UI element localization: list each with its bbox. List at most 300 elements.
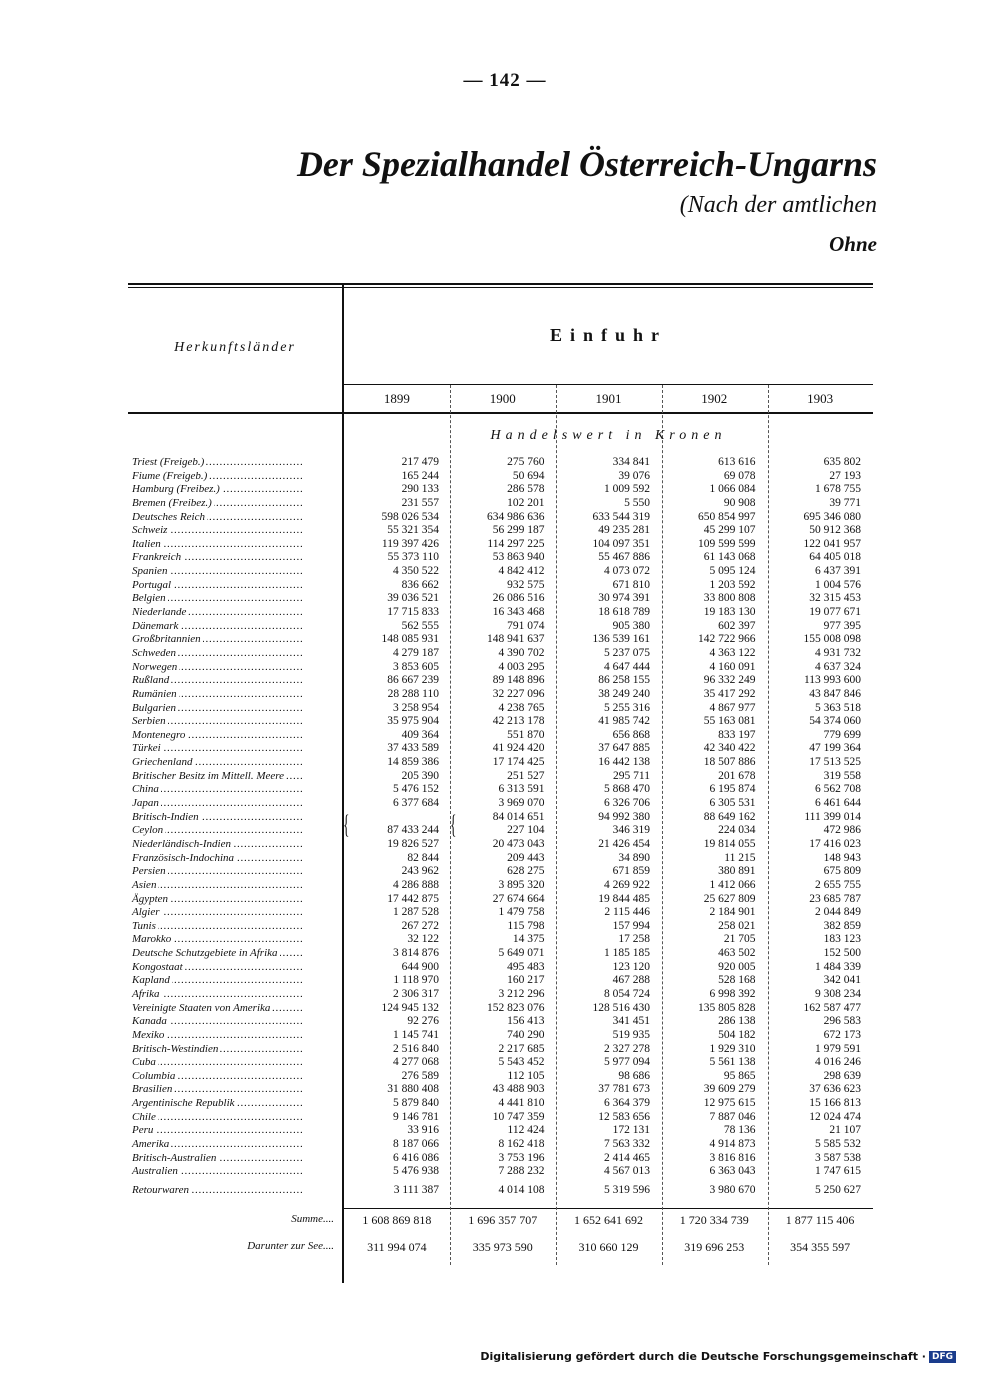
table-row	[128, 511, 873, 525]
table-row	[128, 702, 873, 716]
value-cell: 598 026 534	[381, 510, 439, 523]
table-row	[128, 633, 873, 647]
value-cell: 25 627 809	[703, 892, 756, 905]
value-cell: 1 118 970	[393, 974, 439, 987]
value-cell: 12 024 474	[809, 1110, 862, 1123]
value-cell: 33 916	[407, 1124, 439, 1137]
value-cell: 17 258	[618, 933, 650, 946]
country-cell	[128, 702, 337, 716]
country-name: Deutsche Schutzgebiete in Afrika	[132, 947, 278, 960]
value-cell: 19 814 055	[703, 837, 756, 850]
value-cell: 2 306 317	[392, 987, 439, 1000]
table-row	[128, 551, 873, 565]
value-cells	[345, 538, 873, 552]
value-cell: 43 488 903	[492, 1083, 545, 1096]
country-cell	[128, 988, 337, 1002]
value-cell: 463 502	[718, 947, 756, 960]
value-cell: 28 288 110	[387, 687, 439, 700]
table-row	[128, 1043, 873, 1057]
value-cell: 4 016 246	[815, 1056, 862, 1069]
year-header: 1902	[701, 391, 728, 406]
value-cell: 6 326 706	[603, 797, 650, 810]
country-cell	[128, 483, 337, 497]
value-cell: 31 880 408	[387, 1083, 439, 1096]
value-cell: 11 215	[724, 851, 756, 864]
country-cell	[128, 688, 337, 702]
year-header: 1899	[383, 391, 410, 406]
value-cell: 2 115 446	[604, 906, 650, 919]
value-cell: 251 527	[507, 769, 545, 782]
value-cell: 5 879 840	[392, 1097, 439, 1110]
value-cell: 43 847 846	[809, 687, 862, 700]
table-row	[128, 592, 873, 606]
year-header: 1903	[807, 391, 834, 406]
value-cell: 19 844 485	[598, 892, 650, 905]
value-cells	[345, 920, 873, 934]
country-cell	[128, 811, 337, 825]
value-cell: 380 891	[718, 865, 756, 878]
value-cell: 562 555	[401, 619, 439, 632]
country-name: Argentinische Republik	[132, 1097, 235, 1110]
country-cell	[128, 497, 337, 511]
value-cell: 9 308 234	[815, 987, 862, 1000]
country-name: Deutsches Reich	[132, 510, 205, 523]
brace-mark: {	[343, 810, 350, 839]
value-cells	[345, 838, 873, 852]
value-cell: 1 203 592	[709, 578, 756, 591]
value-cell: 1 145 741	[392, 1028, 439, 1041]
value-cell: 6 305 531	[709, 797, 756, 810]
value-cell: 5 255 316	[603, 701, 650, 714]
section-header: Einfuhr	[549, 325, 668, 345]
country-name: Portugal	[132, 578, 172, 591]
country-cell	[128, 551, 337, 565]
summe-value: 1 608 869 818	[362, 1213, 432, 1227]
value-cell: 791 074	[507, 619, 545, 632]
country-column-header: Herkunftsländer	[174, 340, 296, 355]
country-cell	[128, 579, 337, 593]
country-name: Retourwaren	[132, 1183, 190, 1196]
country-cell	[128, 947, 337, 961]
year-header: 1901	[595, 391, 622, 406]
country-cell	[128, 1070, 337, 1084]
table-row	[128, 947, 873, 961]
value-cell: 4 269 922	[603, 878, 650, 891]
country-cell	[128, 456, 337, 470]
value-cell: 15 166 813	[809, 1097, 862, 1110]
value-cell: 18 618 789	[598, 606, 650, 619]
value-cell: 224 034	[718, 824, 756, 837]
value-cells	[345, 879, 873, 893]
table-row	[128, 1184, 873, 1198]
value-cell: 1 484 339	[815, 960, 862, 973]
table-row	[128, 1124, 873, 1138]
value-cell: 39 076	[618, 469, 650, 482]
value-cell: 41 924 420	[492, 742, 545, 755]
value-cells	[345, 1070, 873, 1084]
value-cell: 14 859 386	[387, 756, 439, 769]
value-cells	[345, 1056, 873, 1070]
table-row	[128, 470, 873, 484]
country-name: Britisch-Australien	[132, 1151, 217, 1164]
country-name: Triest (Freigeb.)	[132, 456, 205, 468]
value-cell: 1 009 592	[603, 483, 650, 496]
country-cell	[128, 470, 337, 484]
value-cells	[345, 1152, 873, 1166]
value-cell: 341 451	[612, 1015, 650, 1028]
value-cell: 84 014 651	[492, 810, 545, 823]
value-cell: 3 587 538	[815, 1151, 862, 1164]
value-cell: 14 375	[512, 933, 545, 946]
value-cell: 37 636 623	[809, 1083, 862, 1096]
header-rule	[128, 412, 873, 414]
value-cell: 34 890	[618, 851, 650, 864]
table-row	[128, 906, 873, 920]
value-cell: 4 567 013	[603, 1165, 650, 1178]
value-cell: 2 044 849	[815, 906, 862, 919]
value-cell: 152 823 076	[486, 1001, 545, 1014]
value-cell: 56 299 187	[492, 524, 545, 537]
value-cell: 276 589	[401, 1069, 439, 1082]
value-cell: 17 442 875	[387, 892, 439, 905]
country-name: Japan	[132, 797, 159, 810]
value-cell	[345, 811, 451, 825]
value-cell: 2 516 840	[392, 1042, 439, 1055]
value-cell: 20 473 043	[492, 837, 545, 850]
value-cells	[345, 551, 873, 565]
table-row	[128, 1111, 873, 1125]
country-name: Marokko	[132, 933, 172, 946]
country-name: Afrika	[132, 987, 160, 1000]
value-cell: 695 346 080	[803, 510, 862, 523]
value-cell: 54 374 060	[809, 715, 862, 728]
value-cells	[345, 865, 873, 879]
country-name: Brasilien	[132, 1083, 173, 1096]
value-cell: 136 539 161	[592, 633, 650, 646]
page-title: Der Spezialhandel Österreich-Ungarns	[296, 144, 877, 184]
table-row	[128, 797, 873, 811]
table-row	[128, 1015, 873, 1029]
value-cell: 6 562 708	[815, 783, 862, 796]
page-subtitle: (Nach der amtlichen	[679, 192, 877, 218]
table-row	[128, 1002, 873, 1016]
country-name: Schweiz	[132, 524, 168, 537]
page-subtitle-2: Ohne	[829, 232, 877, 256]
value-cell: 17 174 425	[492, 756, 545, 769]
table-row	[128, 647, 873, 661]
value-cell: 1 479 758	[498, 906, 545, 919]
value-cell: 42 213 178	[492, 715, 545, 728]
value-cells	[345, 797, 873, 811]
value-cell: 109 599 599	[698, 537, 756, 550]
value-cell: 298 639	[823, 1069, 862, 1082]
value-cell: 8 054 724	[603, 987, 650, 1000]
value-cell: 4 914 873	[709, 1138, 756, 1151]
value-cells	[345, 592, 873, 606]
country-cell	[128, 783, 337, 797]
value-cells	[345, 1083, 873, 1097]
value-cell: 53 863 940	[492, 551, 545, 564]
value-cell: 21 107	[829, 1124, 862, 1137]
country-name: Persien	[132, 865, 166, 878]
value-cell: 95 865	[723, 1069, 756, 1082]
country-cell	[128, 661, 337, 675]
value-cell: 5 543 452	[498, 1056, 545, 1069]
value-cell: 55 163 081	[703, 715, 756, 728]
table-row	[128, 1083, 873, 1097]
value-cell: 319 558	[823, 769, 862, 782]
country-cell	[128, 824, 337, 838]
value-cells	[345, 511, 873, 525]
country-cell	[128, 1124, 337, 1138]
country-cell	[128, 606, 337, 620]
years-rule	[344, 384, 873, 385]
value-cell: 613 616	[718, 456, 756, 468]
value-cell: 201 678	[718, 769, 756, 782]
country-name: Niederländisch-Indien	[132, 837, 231, 850]
value-cell: 296 583	[823, 1015, 862, 1028]
value-cell: 346 319	[612, 824, 650, 837]
country-name: Tunis	[132, 919, 156, 932]
country-cell	[128, 838, 337, 852]
value-cell: 5 363 518	[815, 701, 862, 714]
country-cell	[128, 1029, 337, 1043]
value-cell: 115 798	[507, 919, 545, 932]
value-cells	[345, 456, 873, 470]
value-cells	[345, 470, 873, 484]
value-cells	[345, 756, 873, 770]
unit-header: Handelswert in Kronen	[490, 428, 727, 443]
table-row	[128, 824, 873, 838]
value-cell: 634 986 636	[486, 510, 545, 523]
country-name: Dänemark	[132, 619, 179, 632]
value-cells	[345, 1124, 873, 1138]
value-cell: 3 895 320	[498, 878, 545, 891]
value-cell: 156 413	[507, 1015, 545, 1028]
value-cells	[345, 770, 873, 784]
country-cell	[128, 933, 337, 947]
value-cell: 4 014 108	[498, 1183, 545, 1196]
value-cell: 39 036 521	[387, 592, 439, 605]
value-cell: 635 802	[823, 456, 862, 468]
value-cell: 16 442 138	[598, 756, 650, 769]
value-cell: 148 941 637	[486, 633, 545, 646]
table-row	[128, 524, 873, 538]
value-cell: 33 800 808	[703, 592, 756, 605]
value-cells	[345, 1138, 873, 1152]
value-cell: 6 364 379	[603, 1097, 650, 1110]
value-cell: 286 138	[718, 1015, 756, 1028]
value-cell: 3 853 605	[392, 660, 439, 673]
country-cell	[128, 1083, 337, 1097]
table-row	[128, 1029, 873, 1043]
table-row	[128, 1165, 873, 1179]
value-cell: 1 412 066	[709, 878, 756, 891]
value-cell: 779 699	[823, 728, 862, 741]
value-cell: 89 148 896	[492, 674, 545, 687]
value-cell: 50 912 368	[809, 524, 862, 537]
country-cell	[128, 538, 337, 552]
value-cell: 94 992 380	[598, 810, 650, 823]
value-cell: 977 395	[823, 619, 862, 632]
value-cells	[345, 633, 873, 647]
value-cell: 1 929 310	[709, 1042, 756, 1055]
top-rule-thin	[128, 287, 873, 288]
value-cell: 5 237 075	[603, 646, 650, 659]
value-cell: 1 747 615	[815, 1165, 862, 1178]
value-cells	[345, 893, 873, 907]
value-cell: 86 667 239	[387, 674, 439, 687]
value-cells	[345, 497, 873, 511]
country-name: Kapland	[132, 974, 170, 987]
summe-row	[128, 1213, 873, 1228]
value-cell: 6 363 043	[709, 1165, 756, 1178]
country-name: Großbritannien	[132, 633, 201, 646]
country-cell	[128, 1002, 337, 1016]
value-cells	[345, 947, 873, 961]
country-name: Frankreich	[132, 551, 182, 564]
value-cell: 217 479	[401, 456, 439, 468]
value-cell: 38 249 240	[598, 687, 650, 700]
country-name: Britisch-Indien	[132, 810, 199, 823]
value-cell: 172 131	[612, 1124, 650, 1137]
country-cell	[128, 524, 337, 538]
value-cell: 55 373 110	[387, 551, 439, 564]
value-cell: 3 980 670	[709, 1183, 756, 1196]
value-cell: 119 397 426	[381, 537, 439, 550]
value-cell: 6 998 392	[709, 987, 756, 1000]
table-row	[128, 1056, 873, 1070]
value-cell: 3 258 954	[392, 701, 439, 714]
value-cell: 4 073 072	[603, 565, 650, 578]
table-row	[128, 661, 873, 675]
country-cell	[128, 511, 337, 525]
value-cell: 155 008 098	[803, 633, 862, 646]
value-cell: 519 935	[612, 1028, 650, 1041]
value-cells	[345, 742, 873, 756]
table-row	[128, 933, 873, 947]
value-cell: 467 288	[612, 974, 650, 987]
country-name: Australien	[132, 1165, 178, 1178]
value-cell: 295 711	[613, 769, 650, 782]
value-cell: 3 814 876	[392, 947, 439, 960]
value-cell: 836 662	[401, 578, 439, 591]
country-name: Bremen (Freibez.)	[132, 496, 212, 509]
value-cell: 551 870	[507, 728, 545, 741]
value-cells	[345, 1184, 873, 1198]
value-cell: 286 578	[507, 483, 545, 496]
summe-value: 1 652 641 692	[573, 1213, 643, 1227]
table-row	[128, 893, 873, 907]
summe-value: 1 696 357 707	[468, 1213, 538, 1227]
country-name: Mexiko	[132, 1028, 165, 1041]
table-row	[128, 715, 873, 729]
value-cell: 628 275	[507, 865, 545, 878]
value-cell: 21 705	[723, 933, 756, 946]
country-cell	[128, 1015, 337, 1029]
value-cell: 528 168	[718, 974, 756, 987]
value-cell: 267 272	[401, 919, 439, 932]
table-row	[128, 1152, 873, 1166]
country-cell	[128, 974, 337, 988]
value-cells	[345, 715, 873, 729]
value-cells	[345, 961, 873, 975]
value-cell: 102 201	[507, 496, 545, 509]
value-cell: 409 364	[401, 728, 439, 741]
table-row	[128, 988, 873, 1002]
value-cell: 4 286 888	[392, 878, 439, 891]
country-cell	[128, 729, 337, 743]
value-cell: 3 212 296	[498, 987, 545, 1000]
table-row	[128, 538, 873, 552]
value-cell: 4 637 324	[815, 660, 862, 673]
value-cell: 69 078	[723, 469, 756, 482]
year-header-row	[344, 391, 873, 407]
value-cell: 49 235 281	[598, 524, 650, 537]
value-cell: 5 868 470	[603, 783, 650, 796]
value-cell: 21 426 454	[598, 837, 650, 850]
country-name: Vereinigte Staaten von Amerika	[132, 1001, 271, 1014]
country-cell	[128, 1097, 337, 1111]
value-cell: 504 182	[718, 1028, 756, 1041]
see-value: 335 973 590	[472, 1240, 533, 1254]
see-value: 319 696 253	[684, 1240, 745, 1254]
value-cell: 19 183 130	[703, 606, 756, 619]
value-cells	[345, 1097, 873, 1111]
value-cell: 55 467 886	[598, 551, 650, 564]
table-row	[128, 742, 873, 756]
table-body	[128, 456, 873, 1198]
value-cell: 7 288 232	[498, 1165, 545, 1178]
value-cells	[345, 1111, 873, 1125]
country-cell	[128, 797, 337, 811]
country-cell	[128, 865, 337, 879]
value-cell: 633 544 319	[592, 510, 650, 523]
value-cell: 227 104	[507, 824, 545, 837]
value-cell: 4 279 187	[392, 646, 439, 659]
country-name: Chile	[132, 1110, 156, 1123]
country-cell	[128, 1138, 337, 1152]
table-row	[128, 811, 873, 825]
country-name: Niederlande	[132, 606, 187, 619]
value-cell: 342 041	[823, 974, 862, 987]
value-cell: 5 585 532	[815, 1138, 862, 1151]
value-cell: 61 143 068	[703, 551, 756, 564]
country-cell	[128, 674, 337, 688]
value-cell: 30 974 391	[598, 592, 650, 605]
value-cell: 128 516 430	[592, 1001, 650, 1014]
value-cell: 5 476 152	[392, 783, 439, 796]
value-cell: 35 975 904	[387, 715, 439, 728]
table-row	[128, 865, 873, 879]
country-cell	[128, 620, 337, 634]
country-cell	[128, 633, 337, 647]
table-row	[128, 852, 873, 866]
country-name: Montenegro	[132, 728, 186, 741]
country-cell	[128, 1152, 337, 1166]
country-name: Griechenland	[132, 756, 193, 769]
value-cell: 32 227 096	[492, 687, 545, 700]
value-cells	[345, 1002, 873, 1016]
value-cell: 6 195 874	[709, 783, 756, 796]
country-name: Algier	[132, 906, 160, 919]
value-cell: 135 805 828	[698, 1001, 756, 1014]
brace-mark: {	[450, 810, 457, 839]
table-row	[128, 674, 873, 688]
value-cell: 4 441 810	[498, 1097, 545, 1110]
value-cell: 96 332 249	[703, 674, 756, 687]
value-cells	[345, 783, 873, 797]
